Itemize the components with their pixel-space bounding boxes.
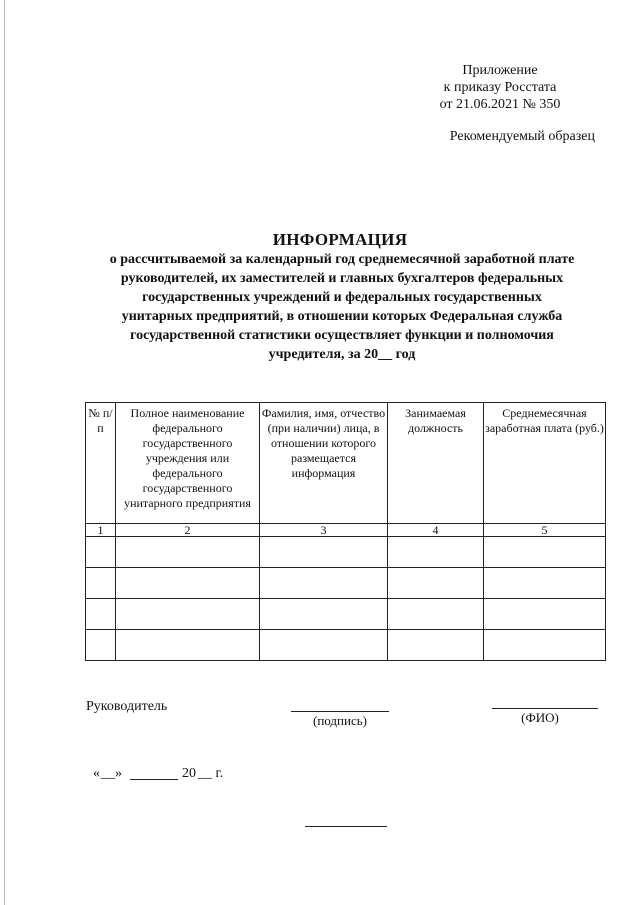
table-cell	[388, 630, 484, 661]
table-row	[86, 630, 606, 661]
signature-caption: (подпись)	[313, 713, 367, 728]
date-close-quote: »	[115, 766, 122, 781]
recommended-sample-label: Рекомендуемый образец	[449, 129, 595, 144]
table-cell	[260, 630, 388, 661]
table-cell	[388, 537, 484, 568]
table-cell	[484, 568, 606, 599]
table-cell	[86, 537, 116, 568]
page-edge	[4, 0, 5, 905]
table-cell	[388, 599, 484, 630]
header-full-name: Фамилия, имя, отчество (при наличии) лица, в отношении которого размещается информация	[260, 403, 388, 524]
table-cell	[86, 630, 116, 661]
table-row	[86, 537, 606, 568]
appendix-block	[420, 62, 580, 113]
appendix-line-1: Приложение	[462, 63, 538, 78]
table-cell	[116, 568, 260, 599]
header-average-salary: Среднемесячная заработная плата (руб.)	[484, 403, 606, 524]
header-organization-name: Полное наименование федерального государственного учреждения или федерального государственного унитарного предприятия	[116, 403, 260, 524]
table-cell	[260, 537, 388, 568]
date-year-prefix: 20	[182, 766, 196, 781]
column-number: 5	[484, 524, 606, 537]
header-position: Занимаемая должность	[388, 403, 484, 524]
table-cell	[484, 537, 606, 568]
document-subtitle	[62, 250, 622, 364]
name-caption: (ФИО)	[521, 710, 559, 725]
table-cell	[86, 568, 116, 599]
subtitle-line: руководителей, их заместителей и главных бухгалтеров федеральных	[120, 271, 564, 286]
table-row	[86, 599, 606, 630]
table-cell	[116, 630, 260, 661]
column-number-row	[86, 524, 606, 537]
column-number: 2	[116, 524, 260, 537]
column-number: 4	[388, 524, 484, 537]
subtitle-line: государственной статистики осуществляет функции и полномочия	[130, 328, 554, 343]
column-number: 1	[86, 524, 116, 537]
information-table	[85, 402, 606, 661]
table-cell	[116, 537, 260, 568]
bottom-line	[305, 826, 387, 827]
signature-line	[291, 711, 389, 712]
date-open-quote: «	[93, 766, 100, 781]
column-number: 3	[260, 524, 388, 537]
table-cell	[388, 568, 484, 599]
subtitle-line: о рассчитываемой за календарный год среднемесячной заработной плате	[109, 252, 575, 267]
subtitle-line: унитарных предприятий, в отношении которых Федеральная служба	[121, 309, 563, 324]
table-cell	[484, 599, 606, 630]
table-row	[86, 568, 606, 599]
table-cell	[260, 568, 388, 599]
table-cell	[484, 630, 606, 661]
appendix-line-2: к приказу Росстата	[443, 80, 557, 95]
date-year-suffix: __ г.	[198, 766, 224, 781]
subtitle-line: учредителя, за 20__ год	[268, 347, 416, 362]
table-header-row	[86, 403, 606, 524]
date-day-blank: __	[101, 766, 115, 781]
document-title: ИНФОРМАЦИЯ	[272, 230, 408, 249]
subtitle-line: государственных учреждений и федеральных государственных	[142, 290, 542, 305]
table-cell	[116, 599, 260, 630]
table-cell	[86, 599, 116, 630]
header-number: № п/п	[86, 403, 116, 524]
table-cell	[260, 599, 388, 630]
appendix-line-3: от 21.06.2021 № 350	[439, 97, 561, 112]
date-month-line	[130, 779, 178, 780]
name-line	[492, 708, 598, 709]
director-label: Руководитель	[86, 699, 168, 714]
